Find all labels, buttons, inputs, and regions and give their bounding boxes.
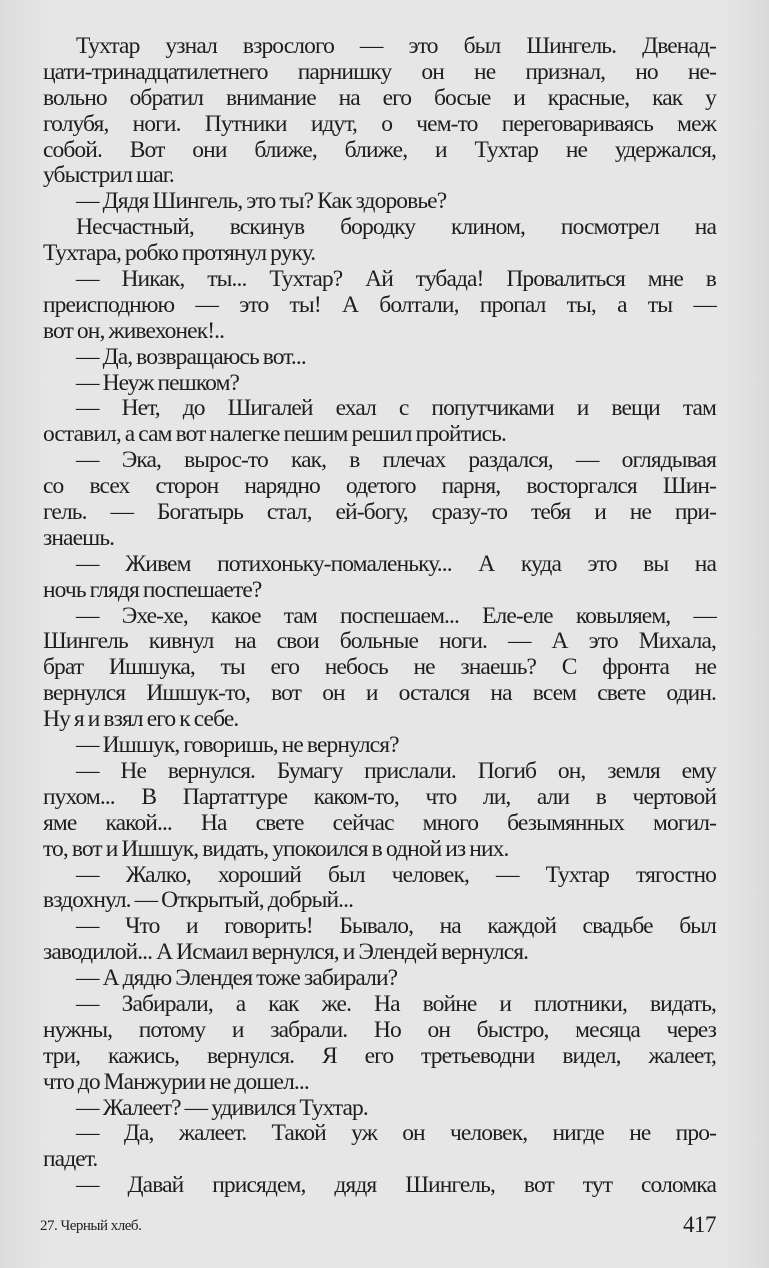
text-line: Шингель кивнул на свои больные ноги. — А это Михала,	[43, 628, 716, 655]
body-text	[43, 34, 716, 1199]
text-line: Ну я и взял его к себе.	[43, 706, 239, 733]
text-line: пухом... В Партаттуре каком-то, что ли, али в чертовой	[43, 783, 716, 810]
text-line: преисподнюю — это ты! А болтали, пропал ты, а ты —	[43, 291, 716, 318]
text-line: убыстрил шаг.	[43, 162, 174, 189]
text-line: — Да, жалеет. Такой уж он человек, нигде не про-	[76, 1120, 716, 1147]
text-line: Несчастный, вскинув бородку клином, посмотрел на	[76, 214, 716, 241]
text-line: заводилой... А Исмаил вернулся, и Элендей вернулся.	[43, 939, 529, 966]
text-line: вздохнул. — Открытый, добрый...	[43, 887, 354, 914]
signature-mark: 27. Черный хлеб.	[40, 1218, 142, 1234]
text-line: цати-тринадцатилетнего парнишку он не признал, но не-	[43, 58, 716, 85]
text-line: гель. — Богатырь стал, ей-богу, сразу-то тебя и не при-	[43, 499, 716, 526]
text-line: — Да, возвращаюсь вот...	[76, 343, 306, 370]
text-line: — Неуж пешком?	[76, 369, 240, 396]
text-line: брат Ишшука, ты его небось не знаешь? С фронта не	[43, 654, 716, 681]
text-line: — Жалеет? — удивился Тухтар.	[76, 1094, 368, 1121]
text-line: — Ишшук, говоришь, не вернулся?	[76, 732, 399, 759]
text-line: собой. Вот они ближе, ближе, и Тухтар не удержался,	[43, 136, 716, 163]
text-line: то, вот и Ишшук, видать, упокоился в одной из них.	[43, 835, 509, 862]
text-line: что до Манжурии не дошел...	[43, 1068, 309, 1095]
text-line: нужны, потому и забрали. Но он быстро, месяца через	[43, 1016, 716, 1043]
text-line: — Давай присядем, дядя Шингель, вот тут соломка	[76, 1172, 716, 1199]
text-line: голубя, ноги. Путники идут, о чем-то переговариваясь меж	[43, 110, 716, 137]
text-line: яме какой... На свете сейчас много безымянных могил-	[43, 809, 716, 836]
text-line: — Эхе-хе, какое там поспешаем... Еле-еле ковыляем, —	[76, 602, 716, 629]
text-line: оставил, а сам вот налегке пешим решил пройтись.	[43, 421, 506, 448]
text-line: знаешь.	[43, 524, 115, 551]
text-line: со всех сторон нарядно одетого парня, восторгался Шин-	[43, 473, 716, 500]
text-line: — Не вернулся. Бумагу прислали. Погиб он, земля ему	[76, 757, 716, 784]
text-line: — Никак, ты... Тухтар? Ай тубада! Провалиться мне в	[76, 266, 716, 293]
text-line: падет.	[43, 1146, 98, 1173]
text-line: — Забирали, а как же. На войне и плотники, видать,	[76, 990, 716, 1017]
text-line: — Дядя Шингель, это ты? Как здоровье?	[76, 188, 447, 215]
text-line: ночь глядя поспешаете?	[43, 576, 262, 603]
text-line: — А дядю Элендея тоже забирали?	[76, 965, 398, 992]
text-line: вольно обратил внимание на его босые и красные, как у	[43, 84, 716, 111]
text-line: — Живем потихоньку-помаленьку... А куда это вы на	[76, 550, 716, 577]
page-footer	[40, 1212, 720, 1242]
text-line: вот он, живехонек!..	[43, 317, 225, 344]
page-number: 417	[683, 1212, 716, 1237]
text-line: — Нет, до Шигалей ехал с попутчиками и вещи там	[76, 395, 716, 422]
text-line: — Жалко, хороший был человек, — Тухтар тягостно	[76, 861, 716, 888]
text-line: три, кажись, вернулся. Я его третьеводни видел, жалеет,	[43, 1042, 716, 1069]
text-line: Тухтар узнал взрослого — это был Шингель. Двенад-	[76, 33, 716, 59]
text-line: — Что и говорить! Бывало, на каждой свадьбе был	[76, 913, 716, 940]
text-line: вернулся Ишшук-то, вот он и остался на всем свете один.	[43, 680, 716, 707]
text-line: — Эка, вырос-то как, в плечах раздался, — оглядывая	[76, 447, 716, 474]
text-line: Тухтара, робко протянул руку.	[43, 240, 316, 267]
